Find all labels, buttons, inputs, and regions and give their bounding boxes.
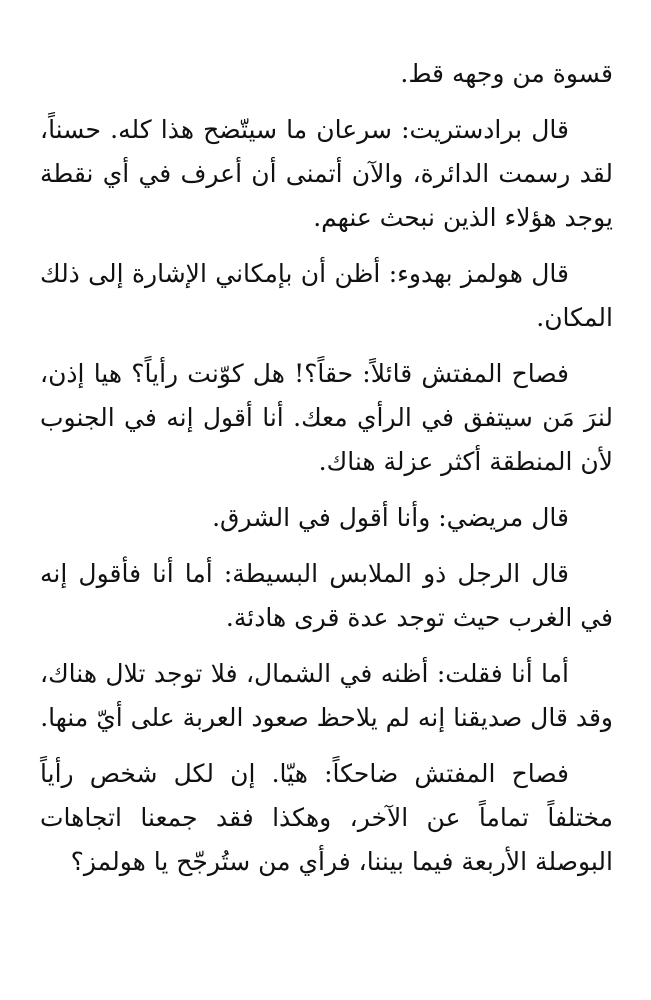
- paragraph-bradstreet: قال برادستريت: سرعان ما سيتّضح هذا كله. حسناً، لقد رسمت الدائرة، والآن أتمنى أن أعرف في أي نقطة يوجد هؤلاء الذين نبحث عنهم.: [40, 115, 613, 232]
- paragraph-holmes: قال هولمز بهدوء: أظن أن بإمكاني الإشارة إلى ذلك المكان.: [40, 259, 613, 332]
- paragraph-continuation: قسوة من وجهه قط.: [400, 59, 613, 88]
- paragraph-plainclothes-west: قال الرجل ذو الملابس البسيطة: أما أنا فأقول إنه في الغرب حيث توجد عدة قرى هادئة.: [40, 559, 613, 632]
- paragraph-inspector-laughing: فصاح المفتش ضاحكاً: هيّا. إن لكل شخص رأياً مختلفاً تماماً عن الآخر، وهكذا فقد جمعنا اتجاهات البوصلة الأربعة فيما بيننا، فرأي من ستُرجّح يا هولمز؟: [40, 759, 613, 876]
- paragraph-patient-east: قال مريضي: وأنا أقول في الشرق.: [212, 503, 569, 532]
- paragraph-inspector-south: فصاح المفتش قائلاً: حقاً؟! هل كوّنت رأياً؟ هيا إذن، لنرَ مَن سيتفق في الرأي معك. أنا أقول إنه في الجنوب لأن المنطقة أكثر عزلة هناك.: [40, 359, 613, 476]
- paragraph-narrator-north: أما أنا فقلت: أظنه في الشمال، فلا توجد تلال هناك، وقد قال صديقنا إنه لم يلاحظ صعود العربة على أيّ منها.: [40, 659, 613, 732]
